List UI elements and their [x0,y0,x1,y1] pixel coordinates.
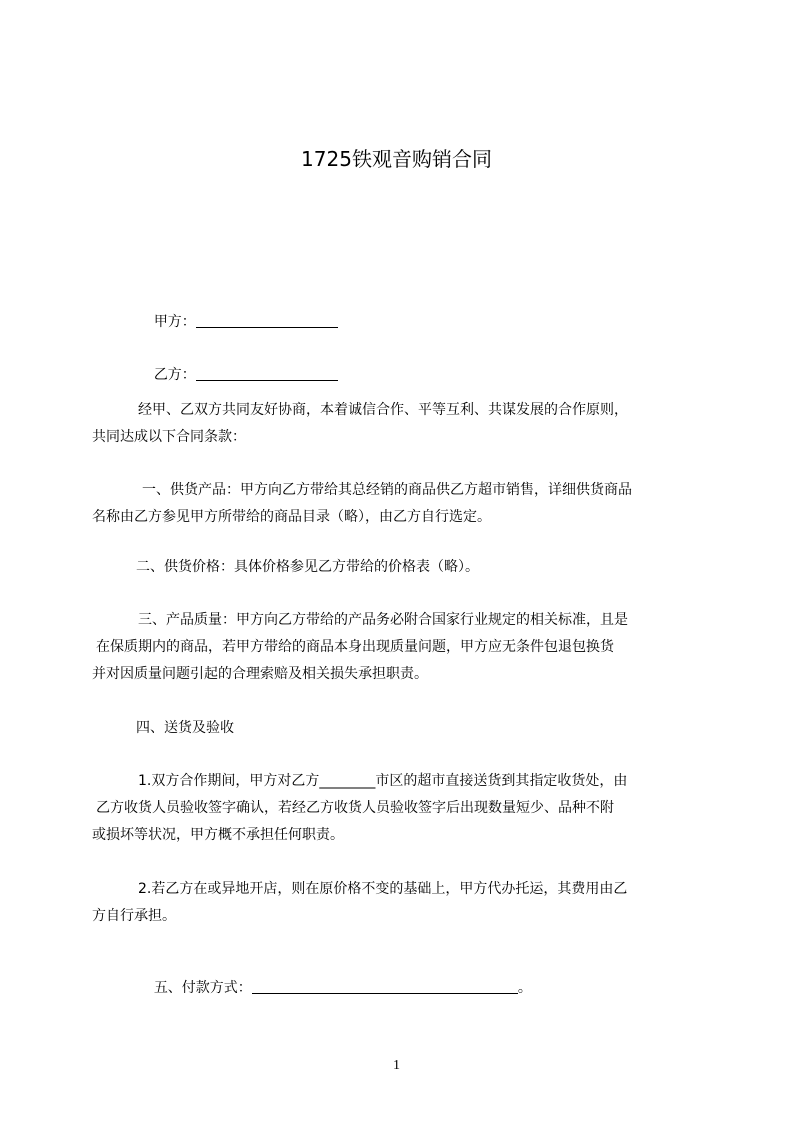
clause-4-item-2-line-2: 方自行承担。 [92,908,176,924]
payment-method-blank [252,979,518,994]
clause-4-item-1-text-b: 市区的超市直接送货到其指定收货处，由 [375,773,628,789]
clause-3 [92,607,702,688]
party-b-line [136,345,338,405]
clause-4-item-2 [92,876,702,930]
party-b-label: 乙方： [153,367,196,383]
clause-4-item-1-line-1 [92,768,702,795]
clause-5-label: 五、付款方式： [153,980,252,996]
party-a-blank [196,313,338,328]
clause-4-item-1-text-a: 1.双方合作期间，甲方对乙方 [138,773,320,789]
clause-3-line-3: 并对因质量问题引起的合理索赔及相关损失承担职责。 [92,666,428,682]
document-title: 1725铁观音购销合同 [301,147,492,171]
clause-5-end: 。 [517,980,532,996]
party-b-blank [196,366,338,381]
clause-1 [92,477,702,531]
clause-1-line-2: 名称由乙方参见甲方所带给的商品目录（略），由乙方自行选定。 [92,509,491,525]
clause-3-line-1: 三、产品质量：甲方向乙方带给的产品务必附合国家行业规定的相关标准，且是 [138,612,628,628]
intro-line-1: 经甲、乙双方共同友好协商，本着诚信合作、平等互利、共谋发展的合作原则， [138,402,628,418]
page-number: 1 [393,1058,400,1073]
intro-line-2: 共同达成以下合同条款： [92,429,246,445]
party-a-label: 甲方： [153,314,196,330]
clause-5 [136,958,532,1018]
clause-4-item-1 [92,768,702,849]
clause-3-line-2: 在保质期内的商品，若甲方带给的商品本身出现质量问题，甲方应无条件包退包换货 [96,639,614,655]
clause-2: 二、供货价格：具体价格参见乙方带给的价格表（略）。 [136,559,479,575]
clause-4-heading: 四、送货及验收 [136,720,234,736]
party-a-line [136,292,338,352]
clause-4-item-1-line-3: 或损坏等状况，甲方概不承担任何职责。 [92,827,344,843]
clause-4-item-1-line-2: 乙方收货人员验收签字确认，若经乙方收货人员验收签字后出现数量短少、品种不附 [96,800,614,816]
clause-4-item-2-line-1: 2.若乙方在或异地开店，则在原价格不变的基础上，甲方代办托运，其费用由乙 [138,881,628,897]
city-blank: ________ [319,773,376,789]
clause-1-line-1: 一、供货产品：甲方向乙方带给其总经销的商品供乙方超市销售，详细供货商品 [142,482,632,498]
intro-paragraph [92,397,702,451]
